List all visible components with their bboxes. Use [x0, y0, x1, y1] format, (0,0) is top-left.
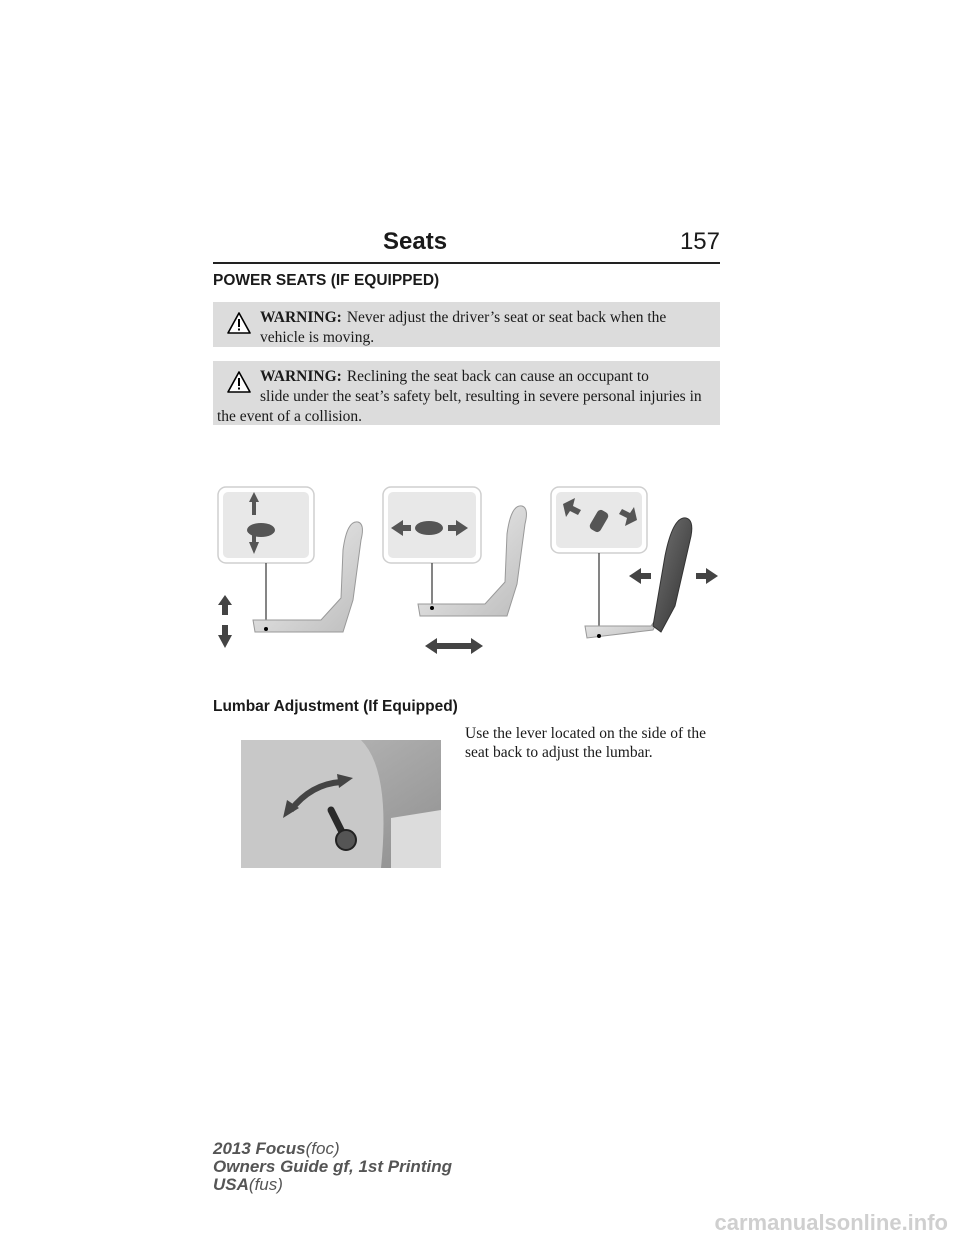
- warning-text: Never adjust the driver’s seat or seat back when the: [346, 309, 667, 326]
- footer-guide: Owners Guide gf, 1st Printing: [213, 1157, 452, 1176]
- footer-market: USA: [213, 1175, 249, 1194]
- document-footer: [213, 1140, 452, 1194]
- warning-box: [213, 302, 720, 347]
- warning-lead: WARNING:: [260, 368, 342, 385]
- seat-recline-panel: [551, 487, 718, 638]
- footer-model: 2013 Focus: [213, 1139, 306, 1158]
- warning-box: [213, 361, 720, 425]
- warning-text-rest: vehicle is moving.: [260, 329, 375, 346]
- watermark: carmanualsonline.info: [714, 1210, 948, 1235]
- footer-market-code: (fus): [248, 1175, 283, 1194]
- warning-text: Reclining the seat back can cause an occupant to: [346, 368, 649, 385]
- warning-triangle-icon: [227, 371, 251, 393]
- warning-text-rest: slide under the seat’s safety belt, resulting in severe personal injuries in the event of a collision.: [217, 388, 702, 425]
- power-seat-illustration: [213, 480, 720, 660]
- warning-lead: WARNING:: [260, 309, 342, 326]
- page-number: 157: [679, 228, 720, 255]
- section-title: Seats: [383, 228, 448, 255]
- footer-model-code: (foc): [305, 1139, 340, 1158]
- lumbar-heading: Lumbar Adjustment (If Equipped): [213, 698, 458, 715]
- seat-height-panel: [218, 487, 362, 648]
- page-title: POWER SEATS (IF EQUIPPED): [213, 272, 440, 289]
- lumbar-description: Use the lever located on the side of the seat back to adjust the lumbar.: [465, 725, 707, 761]
- warning-triangle-icon: [227, 312, 251, 334]
- lumbar-lever-photo: [241, 740, 441, 868]
- seat-fore-aft-panel: [383, 487, 526, 654]
- page-header: [213, 228, 720, 264]
